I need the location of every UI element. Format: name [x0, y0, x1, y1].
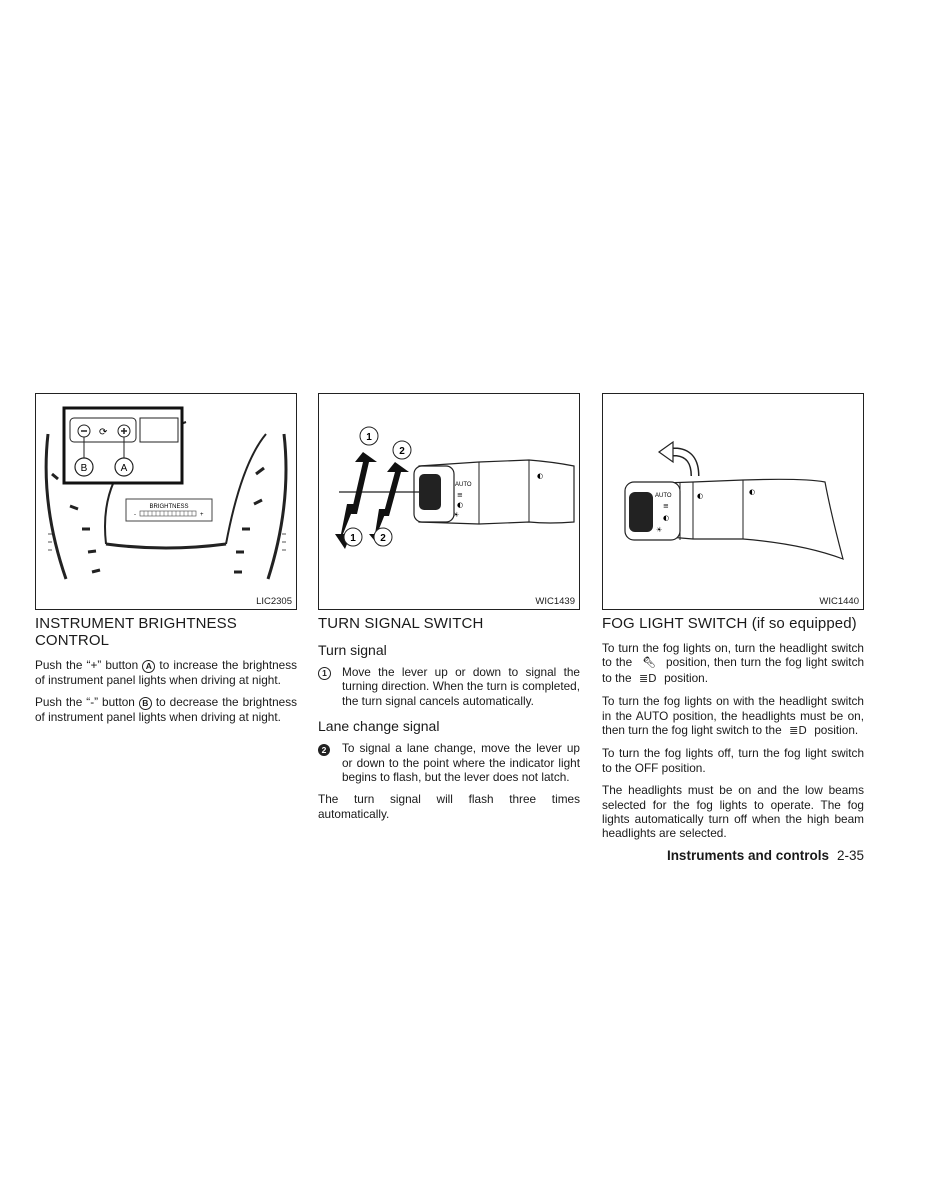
section-title: FOG LIGHT SWITCH (if so equipped) [602, 615, 857, 632]
lever-auto-label: AUTO [655, 493, 672, 499]
footer-section: Instruments and controls [666, 848, 829, 863]
callout-a-label: A [120, 463, 128, 474]
svg-text:◐: ◐ [457, 501, 464, 509]
para-text: position. [814, 723, 859, 738]
figure-fog-light [602, 393, 864, 610]
display-minus: - [134, 512, 136, 518]
item-text: To signal a lane change, move the lever up or down to the point where the indicator light begins to flash, but the lever does not latch. [342, 741, 580, 785]
para-text: Push the “+” button [35, 658, 139, 672]
svg-text:◐: ◐ [537, 472, 544, 480]
paragraph-fog-auto [602, 694, 864, 738]
step-1-marker: 1 [318, 667, 331, 680]
title-line-1: INSTRUMENT BRIGHTNESS [35, 615, 237, 632]
fog-light-icon: ≣D [638, 671, 657, 685]
column-fog-light [602, 393, 864, 849]
figure-turn-signal [318, 393, 580, 610]
callout-b-label: B [80, 463, 88, 474]
page-number: 2-35 [836, 848, 864, 863]
column-turn-signal [318, 393, 580, 829]
callout-a-marker: A [142, 660, 155, 673]
title-line-2: CONTROL [35, 632, 110, 649]
fog-light-icon: ≣D [789, 724, 807, 738]
svg-text:≡: ≡ [457, 491, 463, 499]
svg-text:◐: ◐ [663, 514, 670, 522]
section-title [35, 615, 297, 649]
subheading-turn-signal: Turn signal [318, 642, 387, 658]
callout-b-marker: B [139, 697, 152, 710]
para-text: To turn the fog lights on with the headlight switch in the AUTO position, the headlights must be on, then turn the fog light switch to the [602, 694, 864, 738]
subheading-lane-change: Lane change signal [318, 718, 440, 735]
svg-text:≡: ≡ [663, 502, 669, 510]
paragraph-fog-off: To turn the fog lights off, turn the fog light switch to the OFF position. [602, 746, 864, 775]
column-instrument-brightness [35, 393, 297, 732]
step-2-marker: 2 [318, 744, 330, 756]
turn-signal-illustration [319, 394, 579, 609]
rotate-arrow-icon [659, 442, 673, 462]
svg-text:◐: ◐ [697, 492, 704, 500]
para-text: To turn the fog lights on, turn the headlight switch to the [602, 641, 864, 670]
svg-text:◐: ◐ [749, 488, 756, 496]
brightness-illustration [36, 394, 296, 609]
paragraph-fog-conditions: The headlights must be on and the low beams selected for the fog lights to operate. The fog lights automatically turn off when the high beam headlights are selected. [602, 783, 864, 841]
page-footer [667, 848, 864, 863]
item-text: Move the lever up or down to signal the turning direction. When the turn is completed, the turn signal cancels automatically. [342, 665, 580, 708]
figure-code: WIC1440 [819, 596, 859, 607]
para-text: to increase the brightness of instrument panel lights when driving at night. [35, 658, 298, 687]
list-item [318, 741, 580, 784]
section-title: TURN SIGNAL SWITCH [318, 615, 484, 632]
paragraph-increase [35, 658, 297, 687]
callout-1-bottom: 1 [350, 533, 356, 544]
svg-text:☀: ☀ [453, 511, 460, 519]
paragraph-flash: The turn signal will flash three times automatically. [318, 792, 580, 821]
para-text: position, then turn the fog light switch to the [602, 655, 865, 685]
para-text: position. [664, 670, 709, 685]
fog-light-illustration [603, 394, 863, 609]
figure-code: WIC1439 [535, 596, 575, 607]
para-text: to decrease the brightness of instrument panel lights when driving at night. [35, 695, 298, 724]
lever-auto-label: AUTO [455, 482, 472, 488]
para-text: Push the “-” button [35, 695, 135, 710]
callout-1-top: 1 [366, 432, 372, 443]
svg-text:☀: ☀ [656, 526, 663, 534]
list-item [318, 665, 580, 708]
svg-text:⟳: ⟳ [99, 427, 108, 438]
paragraph-decrease [35, 695, 297, 724]
figure-code: LIC2305 [256, 596, 292, 607]
headlight-icon: 🔦︎ [642, 656, 657, 670]
brightness-display-label: BRIGHTNESS [149, 504, 189, 510]
callout-2-bottom: 2 [380, 533, 386, 544]
paragraph-fog-on [602, 641, 864, 686]
callout-2-top: 2 [399, 446, 405, 457]
figure-brightness-control [35, 393, 297, 610]
display-plus: + [200, 512, 204, 518]
